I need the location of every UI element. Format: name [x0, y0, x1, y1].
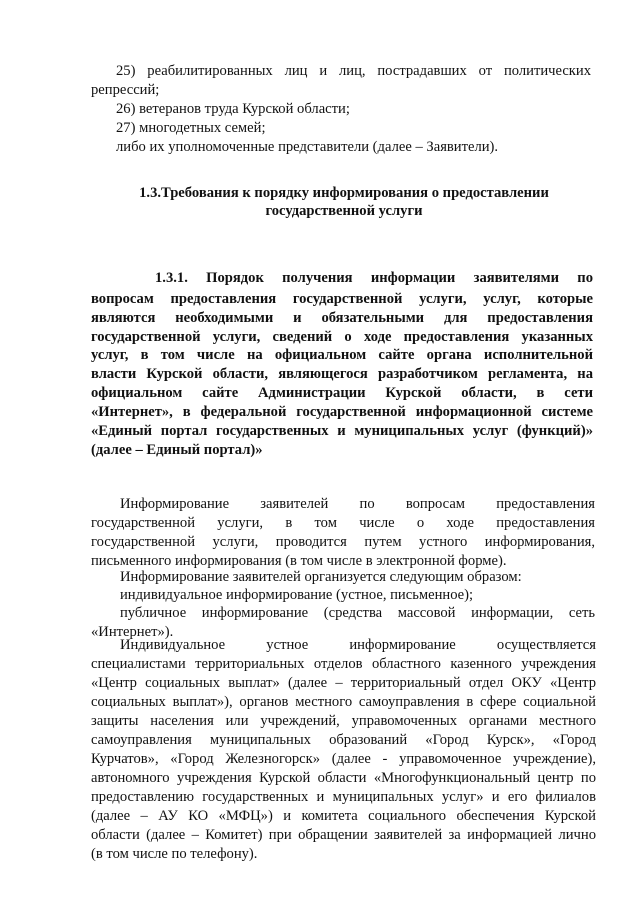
paragraph-4-line-1: публичное информирование (средства массовой информации, сеть	[120, 605, 595, 621]
paragraph-1-line-3: государственной услуги, проводится путем устного информирования,	[91, 534, 595, 550]
paragraph-1-line-2: государственной услуги, в том числе о ходе предоставления	[91, 515, 595, 531]
paragraph-5-line-3: «Центр социальных выплат» (далее – территориальный отдел ОКУ «Центр	[91, 675, 596, 691]
subsection-line-6: власти Курской области, являющегося разработчиком регламента, на	[91, 366, 593, 382]
paragraph-4-line-2: «Интернет»).	[91, 624, 174, 640]
paragraph-5-line-11: области (далее – Комитет) при обращении заявителей за информацией лично	[91, 827, 596, 843]
paragraph-5-line-12: (в том числе по телефону).	[91, 846, 258, 862]
paragraph-5-line-1: Индивидуальное устное информирование осуществляется	[120, 637, 596, 653]
list-item-27: 27) многодетных семей;	[116, 120, 266, 136]
paragraph-5-line-6: самоуправления муниципальных образований «Город Курск», «Город	[91, 732, 596, 748]
paragraph-5-line-7: Курчатов», «Город Железногорск» (далее - управомоченное учреждение),	[91, 751, 596, 767]
list-item-25-continuation: репрессий;	[91, 82, 160, 98]
subsection-line-10: (далее – Единый портал)»	[91, 442, 263, 458]
paragraph-5-line-10: (далее – АУ КО «МФЦ») и комитета социального обеспечения Курской	[91, 808, 596, 824]
list-item-25: 25) реабилитированных лиц и лиц, пострадавших от политических	[116, 63, 591, 79]
paragraph-5-line-2: специалистами территориальных отделов областного казенного учреждения	[91, 656, 596, 672]
subsection-line-7: официальном сайте Администрации Курской области, в сети	[91, 385, 593, 401]
subsection-line-1: 1.3.1. Порядок получения информации заявителями по	[155, 270, 593, 286]
subsection-line-4: государственной услуги, сведений о ходе предоставления указанных	[91, 329, 593, 345]
paragraph-1-line-4: письменного информирования (в том числе в электронной форме).	[91, 553, 507, 569]
applicants-definition: либо их уполномоченные представители (далее – Заявители).	[116, 139, 499, 155]
section-heading-line-2: государственной услуги	[265, 203, 423, 219]
subsection-line-8: «Интернет», в федеральной государственной информационной системе	[91, 404, 593, 420]
subsection-line-3: являются необходимыми и обязательными для предоставления	[91, 310, 593, 326]
paragraph-5-line-4: социальных выплат»), органов местного самоуправления в сфере социальной	[91, 694, 596, 710]
subsection-line-2: вопросам предоставления государственной услуги, услуг, которые	[91, 291, 593, 307]
paragraph-5-line-5: защиты населения или учреждений, управомоченных органами местного	[91, 713, 596, 729]
list-item-26: 26) ветеранов труда Курской области;	[116, 101, 350, 117]
paragraph-5-line-8: автономного учреждения Курской области «Многофункциональный центр по	[91, 770, 596, 786]
subsection-line-5: услуг, в том числе на официальном сайте органа исполнительной	[91, 347, 593, 363]
paragraph-2: Информирование заявителей организуется следующим образом:	[120, 569, 522, 585]
section-heading-line-1: 1.3.Требования к порядку информирования о предоставлении	[139, 185, 549, 201]
paragraph-1-line-1: Информирование заявителей по вопросам предоставления	[120, 496, 595, 512]
paragraph-3: индивидуальное информирование (устное, письменное);	[120, 587, 474, 603]
paragraph-5-line-9: предоставлению государственных и муниципальных услуг» и его филиалов	[91, 789, 596, 805]
subsection-line-9: «Единый портал государственных и муниципальных услуг (функций)»	[91, 423, 593, 439]
